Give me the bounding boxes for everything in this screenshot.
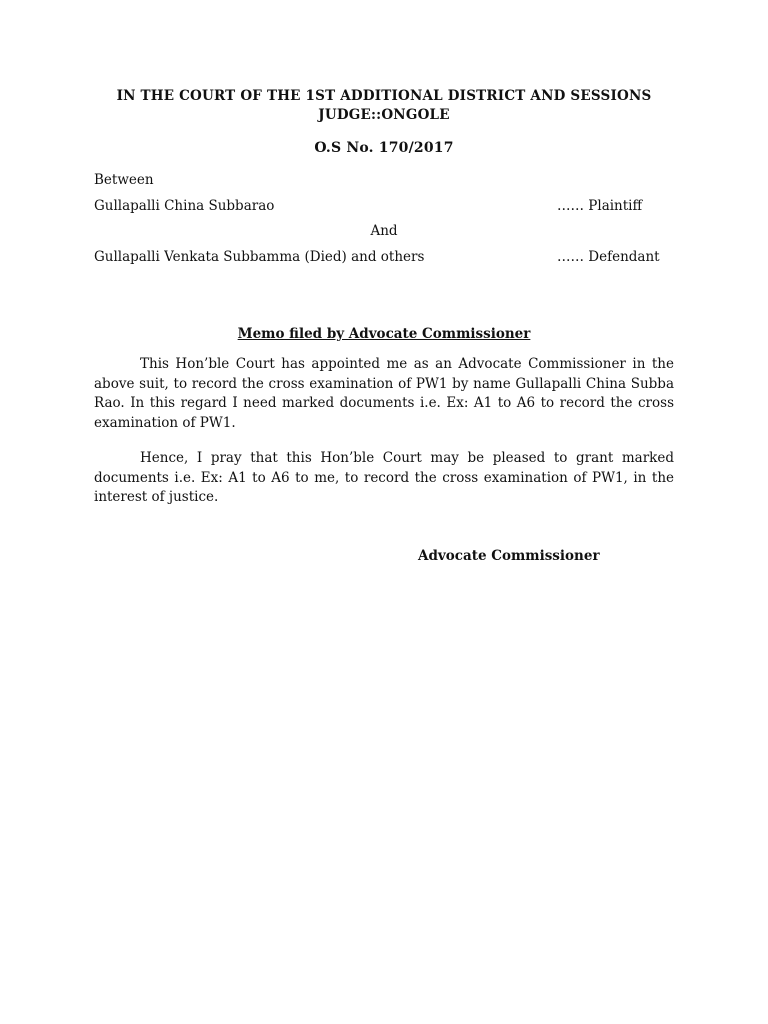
memo-title: Memo filed by Advocate Commissioner [237, 326, 531, 342]
defendant-name: Gullapalli Venkata Subbamma (Died) and others [94, 249, 425, 265]
plaintiff-name: Gullapalli China Subbarao [94, 198, 275, 214]
between-label: Between [94, 172, 154, 188]
and-label: And [370, 223, 398, 239]
memo-paragraph-1: This Hon’ble Court has appointed me as an Advocate Commissioner in the above suit, to record the cross examination of PW1 by name Gullapalli China Subba Rao. In this regard I need marked documents i.e. Ex: A1 to A6 to record the cross examination of PW1. [94, 356, 674, 431]
defendant-role: …… Defendant [557, 249, 660, 265]
case-number: O.S No. 170/2017 [314, 140, 454, 156]
memo-paragraph-2: Hence, I pray that this Hon’ble Court may be pleased to grant marked documents i.e. Ex: A1 to A6 to me, to record the cross examination of PW1, in the interest of justice. [94, 450, 674, 505]
court-title: IN THE COURT OF THE 1ST ADDITIONAL DISTRICT AND SESSIONS JUDGE::ONGOLE [116, 88, 652, 123]
plaintiff-role: …… Plaintiff [557, 198, 643, 214]
signature-line: Advocate Commissioner [418, 548, 600, 564]
